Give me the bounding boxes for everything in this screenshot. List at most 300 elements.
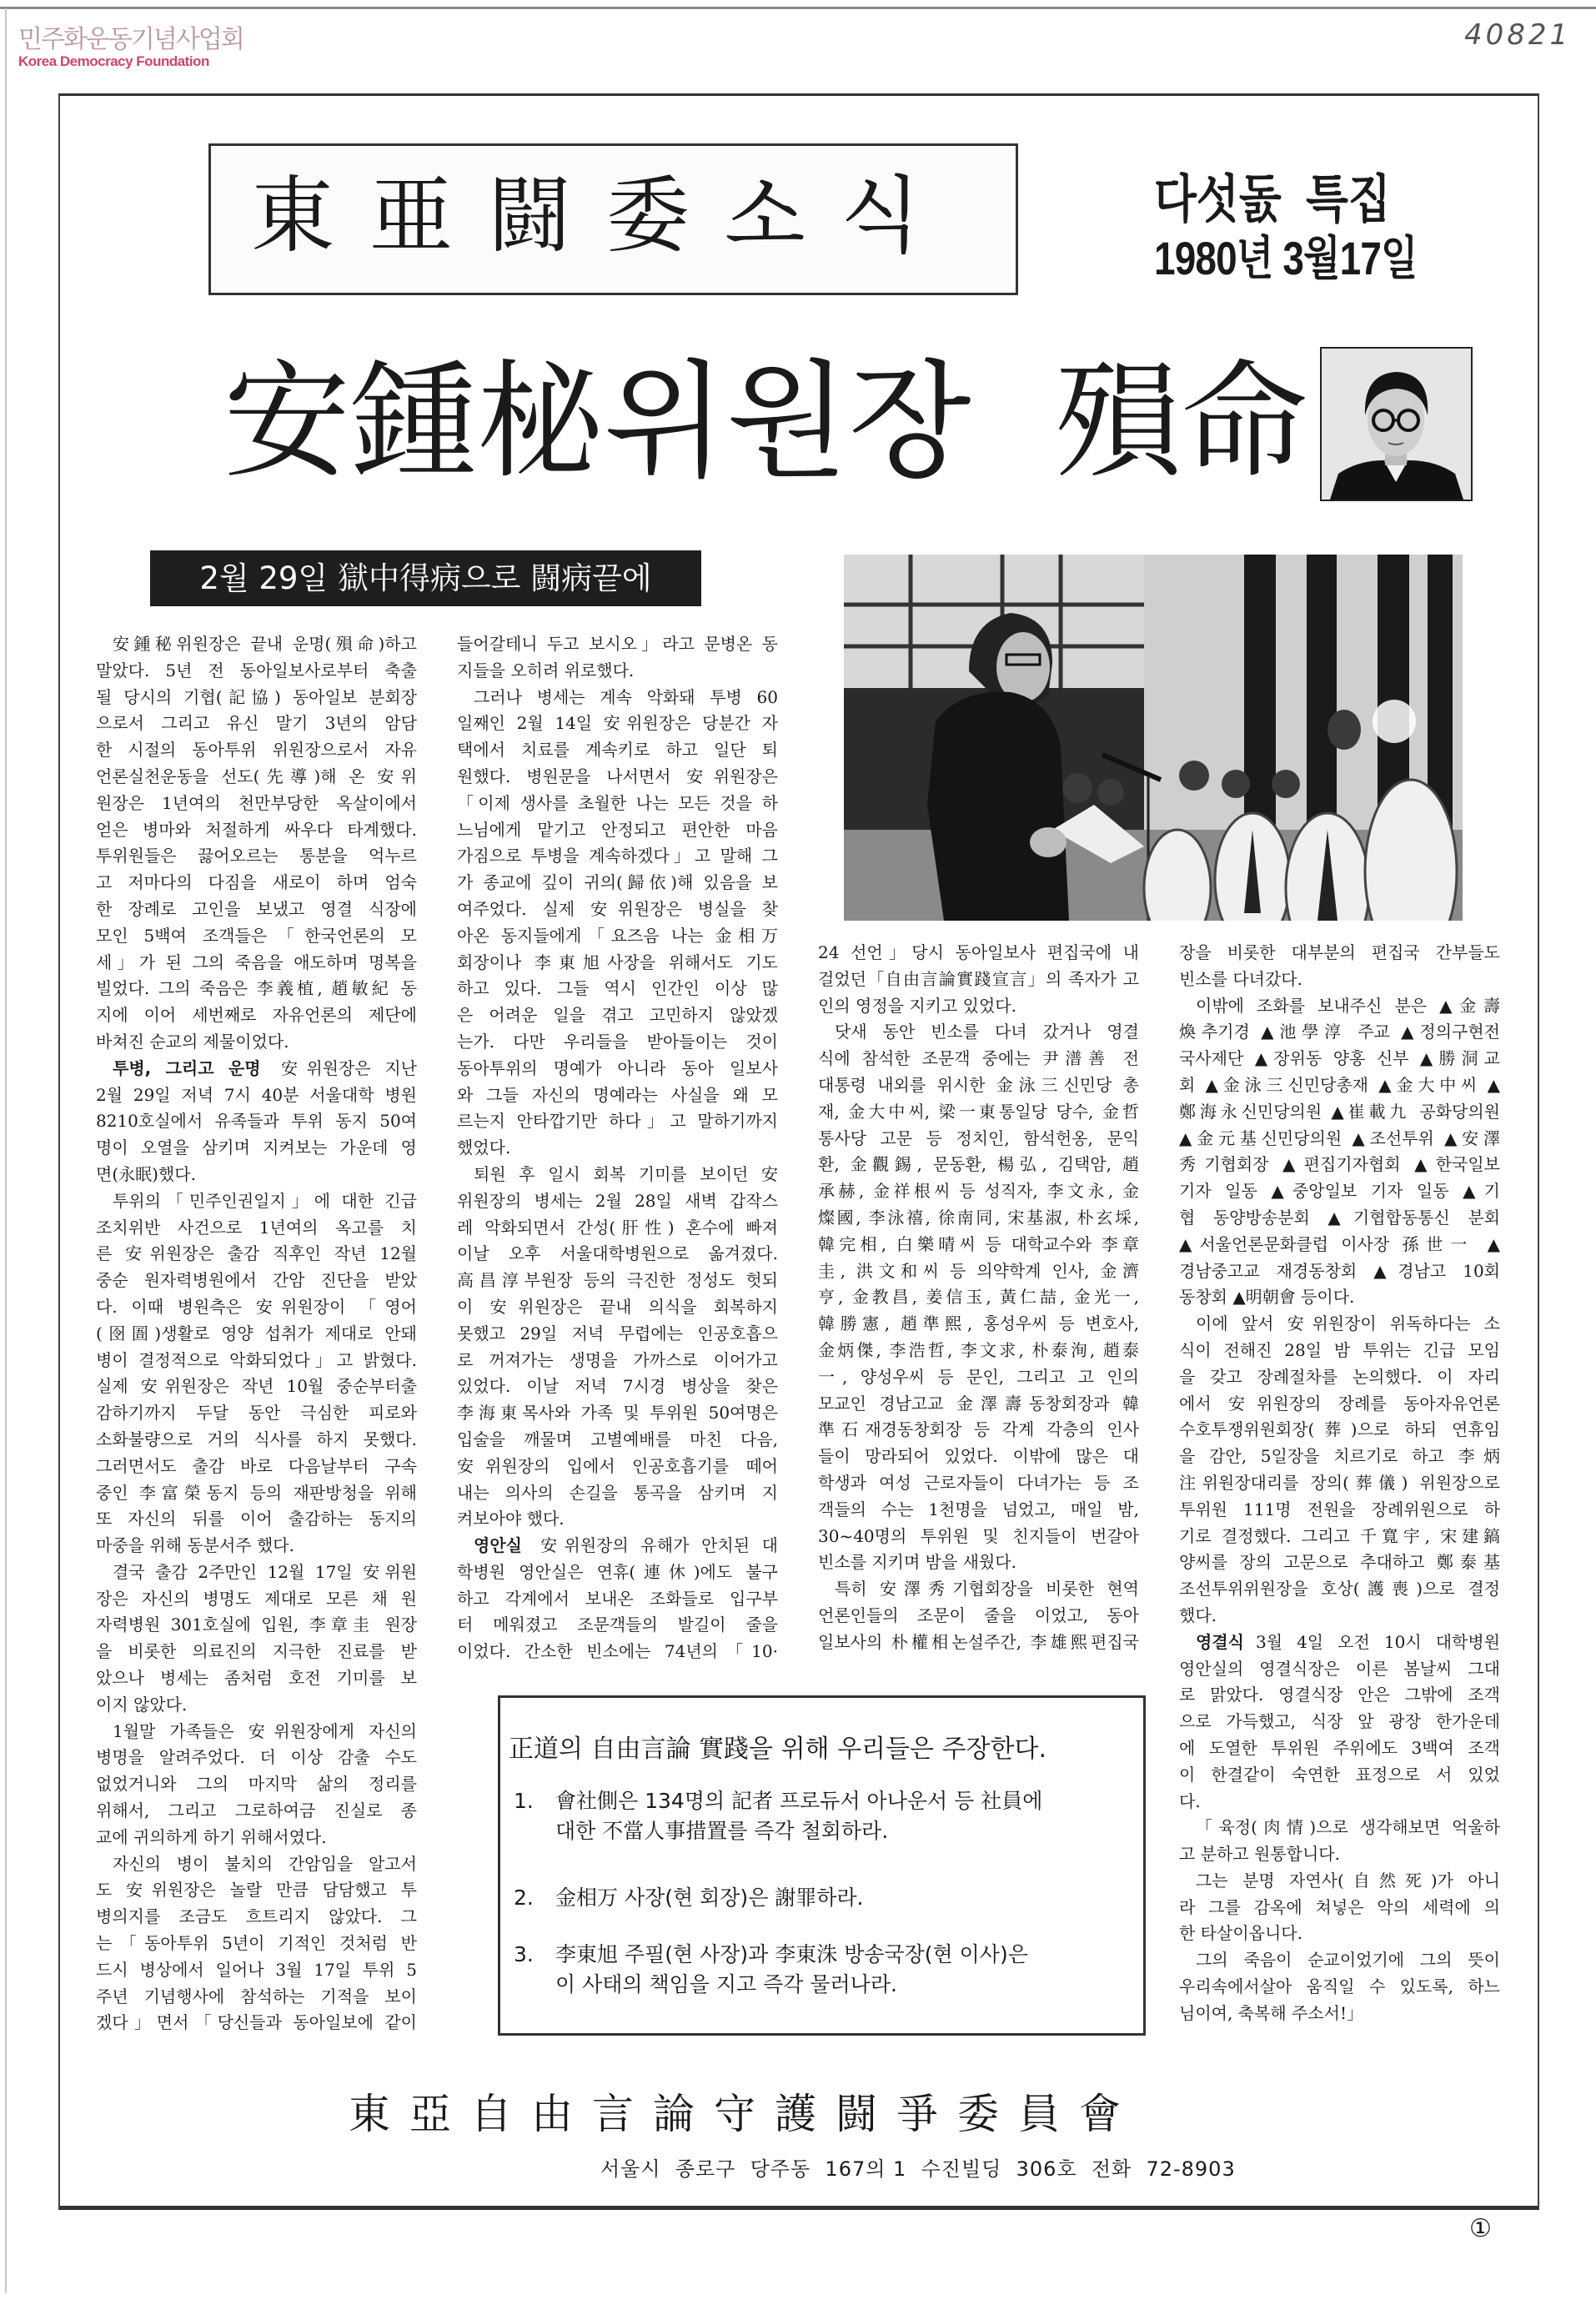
text-line — [96, 1771, 417, 1798]
text-line — [818, 1178, 1139, 1205]
text-line — [1179, 1470, 1500, 1497]
text-line — [96, 843, 417, 870]
text-line — [96, 1135, 417, 1162]
line-text: 느님에게 맡기고 안정되고 편안한 마음 — [457, 819, 778, 840]
line-text: 수호투쟁위원회장(葬)으로 하되 연휴임 — [1179, 1419, 1500, 1440]
paragraph — [1179, 940, 1500, 993]
subheading-bar: 2월 29일 獄中得病으로 闘病끝에 — [150, 550, 701, 606]
line-text: 이었다. 간소한 빈소에는 74년의「10· — [457, 1641, 778, 1662]
paragraph — [818, 1019, 1139, 1576]
special-edition-label: 다섯돐 특집 — [1154, 171, 1391, 228]
headline — [223, 347, 1308, 497]
line-text: 기자 일동 ▲중앙일보 기자 일동 ▲기 — [1179, 1181, 1500, 1202]
line-text: 모교인 경남고교 金澤壽동창회장과 韓 — [818, 1393, 1139, 1414]
text-line — [96, 1612, 417, 1639]
paragraph — [96, 1851, 417, 2037]
text-line — [1179, 1735, 1500, 1762]
text-line — [457, 1215, 778, 1242]
text-line — [1179, 967, 1500, 993]
text-line — [96, 1373, 417, 1400]
line-text: 겠다」면서「당신들과 동아일보에 같이 — [96, 2012, 417, 2033]
text-line — [1179, 1178, 1500, 1205]
text-line — [96, 1851, 417, 1878]
text-line — [818, 1417, 1139, 1444]
text-line — [457, 1506, 778, 1533]
text-line — [818, 1524, 1139, 1550]
line-text: 중인 李富榮동지 등의 재판방청을 위해 — [96, 1482, 417, 1503]
line-text: 빈소를 지키며 밤을 새웠다. — [818, 1552, 1016, 1573]
text-line — [818, 1391, 1139, 1418]
watermark-logo-english: Korea Democracy Foundation — [18, 53, 209, 69]
line-text: 입술을 깨물며 고별예배를 마친 다음, — [457, 1429, 778, 1449]
line-text: 李海東목사와 가족 및 투위원 50여명은 — [457, 1403, 778, 1424]
line-text: 우리속에서살아 움직일 수 있도록, 하느 — [1179, 1976, 1500, 1997]
line-text: 투위원들은 끓어오르는 통분을 억누르 — [96, 846, 417, 866]
text-line — [1179, 2001, 1500, 2027]
line-text: 30~40명의 투위원 및 친지들이 번갈아 — [818, 1525, 1139, 1546]
line-text: 2월 29일 저녁 7시 40분 서울대학 병원 — [96, 1084, 417, 1105]
line-text: 식에 참석한 조문객 중에는 尹潽善 전 — [818, 1048, 1139, 1069]
text-line — [96, 1427, 417, 1454]
line-text: 재, 金大中씨, 梁一東통일당 당수, 金哲 — [818, 1101, 1139, 1122]
text-line — [457, 843, 778, 870]
line-text: 감하기까지 두달 동안 극심한 피로와 — [96, 1403, 417, 1424]
line-text: 없었거니와 그의 마지막 삶의 정리를 — [96, 1774, 417, 1795]
demands-box — [498, 1695, 1146, 2036]
line-text: 장을 비롯한 대부분의 편집국 간부들도 — [1179, 942, 1500, 962]
text-line — [96, 764, 417, 791]
text-line — [1179, 1524, 1500, 1550]
line-text: 도 安위원장은 놀랄 만큼 담담했고 투 — [96, 1880, 417, 1901]
text-line — [457, 1188, 778, 1215]
line-text: 동창회 ▲明朝會 등이다. — [1179, 1287, 1355, 1308]
line-text: 1월말 가족들은 安위원장에게 자신의 — [113, 1720, 417, 1741]
text-line — [96, 1108, 417, 1135]
text-line — [818, 1072, 1139, 1099]
text-line — [818, 1232, 1139, 1258]
line-text: 注위원장대리를 장의(葬儀) 위원장으로 — [1179, 1472, 1500, 1493]
line-text: 조치위반 사건으로 1년여의 옥고를 치 — [96, 1217, 417, 1238]
line-text: 秀기협회장 ▲편집기자협회 ▲한국일보 — [1179, 1154, 1500, 1175]
text-line — [96, 1002, 417, 1029]
line-text: ▲金元基신민당의원 ▲조선투위 ▲安澤 — [1179, 1127, 1500, 1148]
article-column-2 — [457, 631, 778, 1665]
line-text: 기로 결정했다. 그리고 千寬宇, 宋建鎬 — [1179, 1525, 1500, 1546]
line-text: 으로 가득했고, 식장 앞 광장 한가운데 — [1179, 1711, 1500, 1732]
line-text: 는「동아투위 5년이 기적인 것처럼 반 — [96, 1933, 417, 1954]
text-line — [1179, 1417, 1500, 1444]
text-line — [818, 1364, 1139, 1391]
text-line — [1179, 1444, 1500, 1470]
line-text: 얻은 병마와 처절하게 싸우다 타계했다. — [96, 819, 417, 840]
line-text: 에 도열한 투위원 주위에도 3백여 조객 — [1179, 1737, 1500, 1758]
text-line — [818, 1603, 1139, 1630]
text-line — [96, 1029, 417, 1056]
text-line — [96, 896, 417, 923]
line-text: 安위원장의 입에서 인공호흡기를 떼어 — [457, 1455, 778, 1476]
paragraph — [818, 940, 1139, 1019]
demand-text: 金相万 사장(현 회장)은 謝罪하라. — [555, 1886, 864, 1910]
line-text: 병의지를 조금도 흐트리지 않았다. 그 — [96, 1906, 417, 1927]
line-text: 이에 앞서 安위원장이 위독하다는 소 — [1196, 1313, 1500, 1334]
text-line — [96, 1533, 417, 1559]
line-text: 지에 이어 세번째로 자유언론의 제단에 — [96, 1005, 417, 1026]
text-line — [1179, 1603, 1500, 1630]
line-text: 鄭海永신민당의원 ▲崔載九 공화당의원 — [1179, 1101, 1500, 1122]
article-column-3 — [818, 940, 1139, 1656]
text-line — [1179, 1682, 1500, 1709]
line-text: 亨, 金教昌, 姜信玉, 黃仁喆, 金光一, — [818, 1287, 1139, 1308]
text-line — [457, 1294, 778, 1321]
line-text: 레 악화되면서 간성(肝性) 혼수에 빠져 — [457, 1217, 778, 1238]
line-text: 3월 4일 오전 10시 대학병원 — [1255, 1631, 1500, 1652]
line-text: 대통령 내외를 위시한 金泳三신민당 총 — [818, 1074, 1139, 1095]
line-text: 특히 安澤秀기협회장을 비롯한 현역 — [835, 1579, 1139, 1599]
demand-text: 이 사태의 책임을 지고 즉각 물러나라. — [555, 1972, 897, 1996]
demand-number: 2. — [514, 1886, 534, 1910]
text-line — [818, 1630, 1139, 1656]
paragraph — [1179, 1630, 1500, 1815]
text-line — [457, 1268, 778, 1294]
line-text: 에서 安위원장의 장례를 동아자유언론 — [1179, 1393, 1500, 1414]
line-text: 이날 오후 서울대학병원으로 옮겨졌다. — [457, 1243, 778, 1264]
text-line — [96, 1825, 417, 1851]
text-line — [457, 1454, 778, 1480]
line-text: 가 종교에 깊이 귀의(歸依)해 있음을 보 — [457, 872, 778, 893]
line-text: 병이 결정적으로 악화되었다」고 밝혔다. — [96, 1349, 417, 1370]
line-text: 동아투위의 명예가 아니라 동아 일보사 — [457, 1057, 778, 1078]
line-text: 을 감안, 5일장을 치르기로 하고 李炳 — [1179, 1446, 1500, 1467]
text-line — [457, 1480, 778, 1507]
text-line — [457, 711, 778, 737]
text-line — [96, 1559, 417, 1586]
paragraph — [1179, 1947, 1500, 2026]
text-line — [96, 1188, 417, 1215]
line-text: 「육정(肉情)으로 생각해보면 억울하 — [1196, 1817, 1500, 1838]
paragraph — [457, 631, 778, 685]
paragraph — [1179, 993, 1500, 1312]
text-line — [457, 896, 778, 923]
demand-text: 李東旭 주필(현 사장)과 李東洙 방송국장(현 이사)은 — [555, 1942, 1028, 1966]
line-text: 이지 않았다. — [96, 1694, 188, 1715]
text-line — [1179, 1630, 1500, 1656]
line-text: 을 비롯한 의료진의 지극한 진료를 받 — [96, 1641, 417, 1662]
text-line — [96, 1454, 417, 1480]
line-text: 말았다. 5년 전 동아일보사로부터 축출 — [96, 660, 417, 680]
issue-date: 1980년 3월17일 — [1154, 232, 1418, 284]
text-line — [818, 1152, 1139, 1178]
page-number: ① — [1469, 2214, 1492, 2243]
line-text: 른 安위원장은 출감 직후인 작년 12월 — [96, 1243, 417, 1264]
text-line — [1179, 1709, 1500, 1735]
line-text: 燦國, 李泳禧, 徐南同, 宋基淑, 朴玄埰, — [818, 1207, 1139, 1228]
text-line — [1179, 1284, 1500, 1311]
text-line — [96, 1400, 417, 1427]
text-line — [1179, 1311, 1500, 1338]
text-line — [457, 817, 778, 844]
line-text: 르는지 안타깝기만 하다」고 말하기까지 — [457, 1111, 778, 1132]
text-line — [818, 1576, 1139, 1603]
paragraph — [818, 1576, 1139, 1655]
line-text: 주년 기념행사에 참석하는 기적을 보이 — [96, 1986, 417, 2006]
demand-item — [514, 1940, 1028, 2000]
text-line — [96, 685, 417, 711]
text-line — [1179, 1815, 1500, 1841]
organization-name: 東亞自由言論守護闘爭委員會 — [349, 2090, 1140, 2138]
text-line — [1179, 1099, 1500, 1126]
line-text: 될 당시의 기협(記協) 동아일보 분회장 — [96, 686, 417, 707]
text-line — [96, 950, 417, 977]
line-text: 원했다. 병원문을 나서면서 安위원장은 — [457, 766, 778, 786]
line-text: 는가. 다만 우리들을 받아들이는 것이 — [457, 1031, 778, 1052]
text-line — [96, 1506, 417, 1533]
line-text: 24 선언」당시 동아일보사 편집국에 내 — [818, 942, 1139, 962]
text-line — [1179, 1789, 1500, 1815]
paragraph — [96, 1719, 417, 1851]
text-line — [96, 976, 417, 1002]
line-text: 있었다. 이날 저녁 7시경 병상을 찾은 — [457, 1376, 778, 1397]
text-line — [96, 737, 417, 764]
text-line — [1179, 1046, 1500, 1072]
text-line — [96, 1082, 417, 1109]
line-text: 양씨를 장의 고문으로 추대하고 鄭泰基 — [1179, 1552, 1500, 1573]
text-line — [1179, 1019, 1500, 1046]
organization-address: 서울시 종로구 당주동 167의 1 수진빌딩 306호 전화 72-8903 — [600, 2157, 1236, 2181]
line-text: 영안실의 영결식장은 이른 봄날씨 그대 — [1179, 1658, 1500, 1679]
article-column-1 — [96, 631, 417, 2036]
text-line — [818, 1338, 1139, 1364]
text-line — [1179, 1152, 1500, 1178]
line-text: 내는 의사의 손길을 통곡을 삼키며 지 — [457, 1482, 778, 1503]
headline-part2: 殞命 — [1054, 348, 1308, 495]
line-text: 터 메워졌고 조문객들의 발길이 줄을 — [457, 1615, 778, 1635]
text-line — [1179, 1338, 1500, 1364]
line-text: 병명을 알려주었다. 더 이상 감출 수도 — [96, 1747, 417, 1768]
demand-text: 會社側은 134명의 記者 프로듀서 아나운서 등 社員에 — [555, 1789, 1043, 1813]
line-text: 빌었다. 그의 죽음은 李義植, 趙敏紀 동 — [96, 978, 417, 999]
text-line — [1179, 1126, 1500, 1152]
text-line — [1179, 1947, 1500, 1974]
line-text: 위해서, 그리고 그로하여금 진실로 종 — [96, 1800, 417, 1821]
line-text: 했다. — [1179, 1604, 1217, 1625]
line-text: 高昌淳부원장 등의 극진한 정성도 헛되 — [457, 1270, 778, 1291]
line-text: 못했고 29일 저녁 무렵에는 인공호흡으 — [457, 1323, 778, 1343]
text-line — [457, 1082, 778, 1109]
text-line — [96, 1348, 417, 1374]
text-line — [96, 817, 417, 844]
demand-number: 1. — [514, 1789, 534, 1813]
text-line — [96, 1984, 417, 2011]
paragraph — [457, 685, 778, 1162]
text-line — [1179, 1841, 1500, 1868]
text-line — [1179, 1921, 1500, 1947]
headline-part1: 安鍾柲위원장 — [223, 348, 971, 495]
line-text: 통사당 고문 등 정치인, 함석헌옹, 문익 — [818, 1127, 1139, 1148]
line-text: 걸었던「自由言論實踐宣言」의 족자가 고 — [818, 968, 1139, 989]
line-text: 원장은 1년여의 천만부당한 옥살이에서 — [96, 792, 417, 813]
line-text: 安鍾秘위원장은 끝내 운명(殞命)하고 — [113, 634, 417, 654]
line-text: 장은 자신의 병명도 제대로 모른 채 원 — [96, 1588, 417, 1609]
line-text: 택에서 치료를 계속키로 하고 일단 퇴 — [457, 740, 778, 761]
text-line — [818, 1549, 1139, 1576]
line-text: ▲서울언론문화클럽 이사장 孫世一 ▲ — [1179, 1233, 1500, 1254]
line-text: 투위의「민주인권일지」에 대한 긴급 — [113, 1190, 417, 1211]
demand-item — [514, 1883, 864, 1913]
text-line — [457, 1002, 778, 1029]
text-line — [457, 976, 778, 1002]
text-line — [1179, 1974, 1500, 2001]
text-line — [818, 1470, 1139, 1497]
line-text: 퇴원 후 일시 회복 기미를 보이던 安 — [474, 1163, 778, 1184]
text-line — [818, 1258, 1139, 1285]
line-text: 일보사의 朴權相논설주간, 李雄熙편집국 — [818, 1631, 1139, 1652]
line-text: 이 한결같이 숙연한 표정으로 서 있었 — [1179, 1764, 1500, 1785]
text-line — [818, 1019, 1139, 1046]
text-line — [1179, 993, 1500, 1020]
line-text: 결국 출감 2주만인 12월 17일 安위원 — [113, 1561, 417, 1582]
text-line — [457, 685, 778, 711]
line-text: 중순 원자력병원에서 간암 진단을 받았 — [96, 1270, 417, 1291]
text-line — [96, 923, 417, 950]
paragraph — [96, 1559, 417, 1719]
line-text: 한 시절의 동아투위 위원장으로서 자유 — [96, 740, 417, 761]
line-text: 마중을 위해 동분서주 했다. — [96, 1535, 294, 1556]
line-text: 했었다. — [457, 1137, 511, 1158]
text-line — [1179, 1364, 1500, 1391]
line-text: 이밖에 조화를 보내주신 분은 ▲金壽 — [1196, 995, 1500, 1016]
line-text: 8210호실에서 유족들과 투위 동지 50여 — [96, 1111, 417, 1132]
text-line — [96, 1877, 417, 1904]
article-column-4 — [1179, 940, 1500, 2027]
line-text: 회 ▲金泳三신민당총재 ▲金大中씨 ▲ — [1179, 1074, 1500, 1095]
line-text: 객들의 수는 1천명을 넘었고, 매일 밤, — [818, 1499, 1139, 1519]
text-line — [818, 1126, 1139, 1152]
line-text: 닷새 동안 빈소를 다녀 갔거나 영결 — [835, 1022, 1139, 1042]
text-line — [457, 1321, 778, 1348]
text-line — [96, 1586, 417, 1613]
archive-number: 40821 — [1464, 18, 1572, 52]
demand-item — [514, 1786, 1042, 1846]
text-line — [96, 870, 417, 896]
line-text: 다. 이때 병원측은 安위원장이 「영어 — [96, 1296, 417, 1317]
line-text: 세」가 된 그의 죽음을 애도하며 명복을 — [96, 952, 417, 972]
line-text: 바쳐진 순교의 제물이었다. — [96, 1031, 289, 1052]
line-text: 교에 귀의하게 하기 위해서였다. — [96, 1826, 327, 1847]
text-line — [96, 1480, 417, 1507]
line-text: 一, 양성우씨 등 문인, 그리고 고 인의 — [818, 1366, 1139, 1387]
text-line — [96, 791, 417, 817]
text-line — [96, 1268, 417, 1294]
line-text: 모인 5백여 조객들은「한국언론의 모 — [96, 925, 417, 946]
portrait-photo — [1320, 347, 1473, 501]
line-text: 다. — [1179, 1790, 1201, 1811]
line-text: 을 갖고 장례절차를 논의했다. 이 자리 — [1179, 1366, 1500, 1387]
line-text: 한 타살이옵니다. — [1179, 1923, 1302, 1944]
text-line — [818, 1099, 1139, 1126]
text-line — [96, 1294, 417, 1321]
text-line — [818, 940, 1139, 967]
text-line — [96, 1798, 417, 1825]
line-text: 투위원 111명 전원을 장례위원으로 하 — [1179, 1499, 1500, 1519]
text-line — [818, 1046, 1139, 1072]
line-text: 자신의 병이 불치의 간암임을 알고서 — [113, 1853, 417, 1874]
text-line — [457, 1559, 778, 1586]
text-line — [457, 1029, 778, 1056]
text-line — [1179, 1232, 1500, 1258]
line-text: 로 맑았다. 영결식장 안은 그밖에 조객 — [1179, 1685, 1500, 1705]
text-line — [96, 711, 417, 737]
text-line — [1179, 1895, 1500, 1921]
line-text: 환, 金觀錫, 문동환, 楊弘, 김택암, 趙 — [818, 1154, 1139, 1175]
text-line — [457, 923, 778, 950]
text-line — [96, 1957, 417, 1984]
text-line — [96, 1056, 417, 1082]
text-line — [818, 1311, 1139, 1338]
line-text: 위원장의 병세는 2월 28일 새벽 갑작스 — [457, 1190, 778, 1211]
masthead-title: 東亜闘委소식 — [251, 167, 956, 264]
text-line — [457, 1400, 778, 1427]
text-line — [96, 1321, 417, 1348]
line-text: 회장이나 李東旭사장을 위해서도 기도 — [457, 952, 778, 972]
line-text: 煥추기경 ▲池學淳 주교 ▲정의구현전 — [1179, 1022, 1500, 1042]
text-line — [457, 1241, 778, 1268]
line-text: 承赫, 金祥根씨 등 성직자, 李文永, 金 — [818, 1181, 1139, 1202]
line-text: 실제 安위원장은 작년 10월 중순부터출 — [96, 1376, 417, 1397]
text-line — [457, 658, 778, 685]
text-line — [1179, 1762, 1500, 1789]
text-line — [1179, 1576, 1500, 1603]
line-text: 圭, 洪文和씨 등 의약학계 인사, 金濟 — [818, 1260, 1139, 1281]
text-line — [96, 1931, 417, 1957]
text-line — [1179, 1391, 1500, 1418]
text-line — [457, 631, 778, 658]
text-line — [818, 1205, 1139, 1232]
line-text: 그러나 병세는 계속 악화돼 투병 60 — [474, 686, 778, 707]
text-line — [457, 1348, 778, 1374]
line-text: 또 자신의 뒤를 이어 출감하는 동지의 — [96, 1509, 417, 1529]
text-line — [457, 950, 778, 977]
masthead-box — [208, 143, 1018, 295]
text-line — [818, 993, 1139, 1020]
text-line — [818, 1444, 1139, 1470]
text-line — [96, 1719, 417, 1745]
text-line — [457, 1108, 778, 1135]
line-text: 소화불량으로 거의 식사를 하지 못했다. — [96, 1429, 417, 1449]
line-text: 韓勝憲, 趙準熙, 홍성우씨 등 변호사, — [818, 1313, 1139, 1334]
text-line — [457, 1586, 778, 1613]
text-line — [1179, 1072, 1500, 1099]
text-line — [818, 1497, 1139, 1524]
text-line — [457, 1639, 778, 1665]
demand-number: 3. — [514, 1942, 534, 1966]
line-text: 들이 망라되어 있었다. 이밖에 많은 대 — [818, 1446, 1139, 1467]
line-text: 와 그들 자신의 명예라는 사실을 왜 모 — [457, 1084, 778, 1105]
line-text: 켜보아야 했다. — [457, 1509, 565, 1529]
text-line — [96, 1639, 417, 1665]
line-text: 가짐으로 투병을 계속하겠다」고 말해 그 — [457, 846, 778, 866]
line-text: 安위원장의 유해가 안치된 대 — [533, 1535, 778, 1556]
line-text: 들어갈테니 두고 보시오」라고 문병온 동 — [457, 634, 778, 654]
line-text: 학생과 여성 근로자들이 다녀가는 등 조 — [818, 1472, 1139, 1493]
text-line — [1179, 1497, 1500, 1524]
text-line — [1179, 940, 1500, 967]
section-heading: 영결식 — [1196, 1631, 1244, 1652]
line-text: 라 그를 감옥에 쳐넣은 악의 세력에 의 — [1179, 1896, 1500, 1917]
text-line — [457, 1373, 778, 1400]
line-text: 하고 각계에서 보내온 조화들로 입구부 — [457, 1588, 778, 1609]
line-text: 인의 영정을 지키고 있었다. — [818, 995, 1016, 1016]
paragraph — [96, 1188, 417, 1559]
